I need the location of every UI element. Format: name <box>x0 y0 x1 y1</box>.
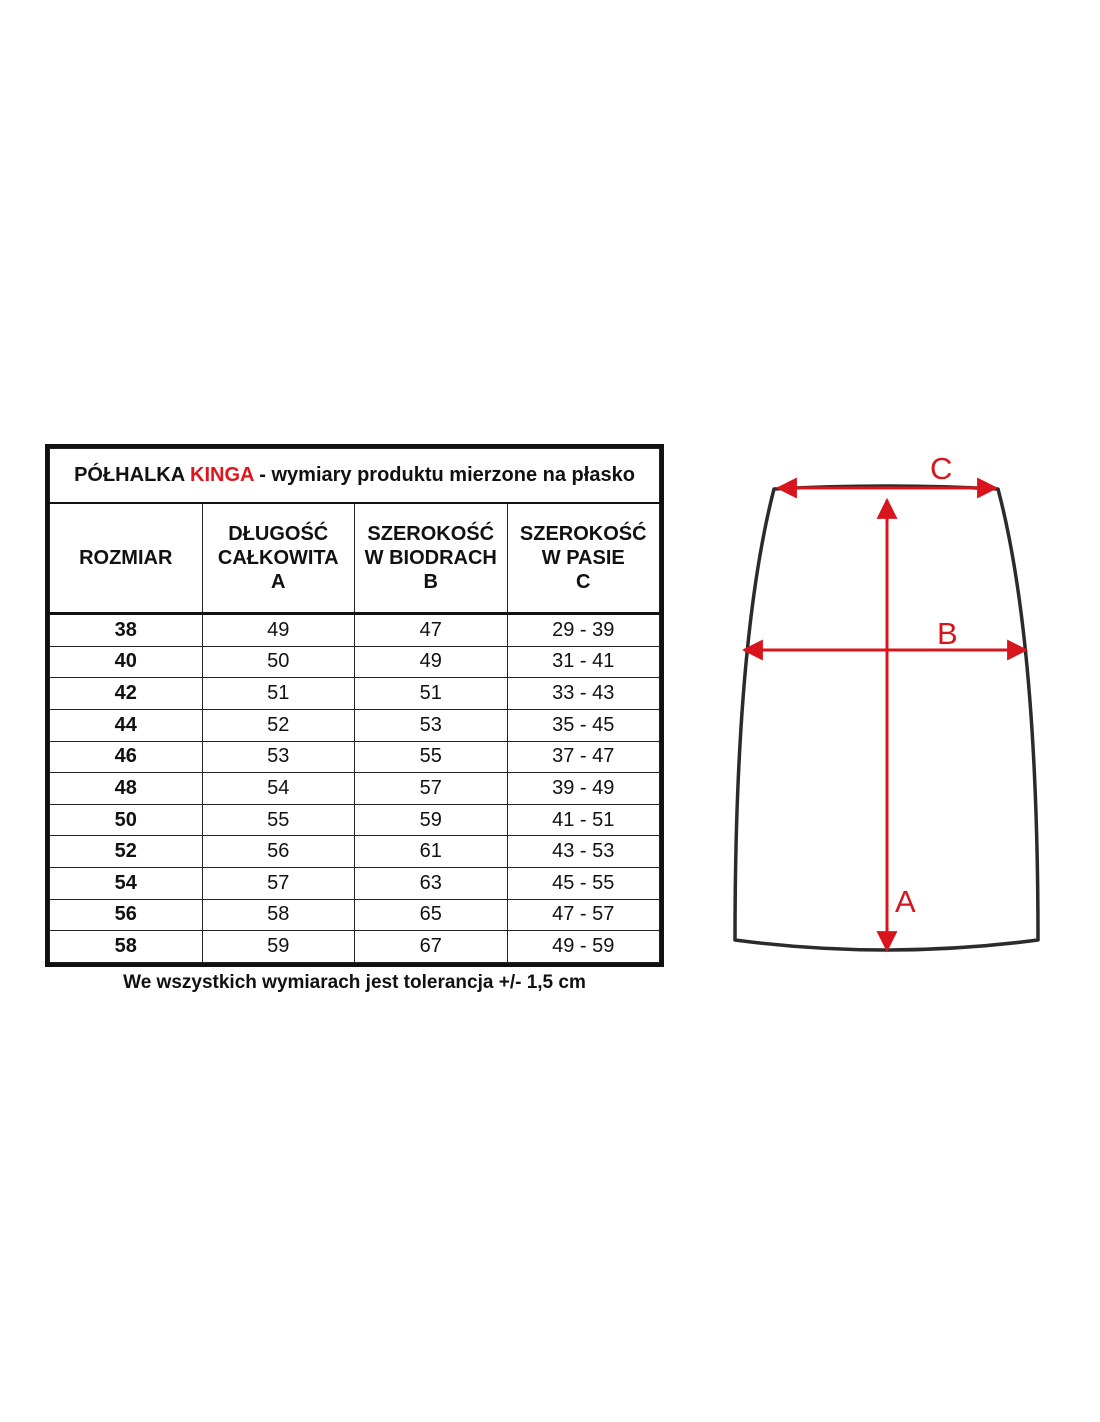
cell-size: 52 <box>50 836 203 868</box>
cell-waist: 41 - 51 <box>507 804 660 836</box>
table-row <box>50 899 660 931</box>
table-row <box>50 678 660 710</box>
cell-length: 52 <box>202 709 355 741</box>
cell-size: 48 <box>50 773 203 805</box>
title-prefix: PÓŁHALKA <box>74 464 185 486</box>
table-row <box>50 646 660 678</box>
header-length <box>202 503 355 614</box>
cell-length: 55 <box>202 804 355 836</box>
skirt-diagram <box>720 440 1060 980</box>
header-length-line-3: A <box>271 571 286 593</box>
cell-waist: 47 - 57 <box>507 899 660 931</box>
size-chart-table <box>45 444 664 967</box>
cell-hips: 65 <box>355 899 508 931</box>
cell-length: 53 <box>202 741 355 773</box>
header-hips <box>355 503 508 614</box>
cell-waist: 39 - 49 <box>507 773 660 805</box>
cell-waist: 43 - 53 <box>507 836 660 868</box>
table-row <box>50 773 660 805</box>
cell-size: 56 <box>50 899 203 931</box>
cell-length: 58 <box>202 899 355 931</box>
table-row <box>50 804 660 836</box>
cell-length: 51 <box>202 678 355 710</box>
header-hips-line-3: B <box>423 571 438 593</box>
header-size <box>50 503 203 614</box>
header-hips-line-2: W BIODRACH <box>364 547 497 569</box>
cell-size: 38 <box>50 614 203 647</box>
table-row <box>50 709 660 741</box>
cell-size: 42 <box>50 678 203 710</box>
header-length-line-1: DŁUGOŚĆ <box>228 523 329 545</box>
cell-hips: 55 <box>355 741 508 773</box>
cell-hips: 61 <box>355 836 508 868</box>
label-c: C <box>930 451 953 486</box>
header-waist-line-3: C <box>576 571 591 593</box>
cell-hips: 67 <box>355 931 508 963</box>
cell-hips: 51 <box>355 678 508 710</box>
cell-waist: 35 - 45 <box>507 709 660 741</box>
cell-waist: 33 - 43 <box>507 678 660 710</box>
cell-size: 54 <box>50 868 203 900</box>
cell-length: 57 <box>202 868 355 900</box>
table-row <box>50 931 660 963</box>
tolerance-note: We wszystkich wymiarach jest tolerancja +/- 1,5 cm <box>123 972 586 993</box>
table-row <box>50 836 660 868</box>
cell-length: 59 <box>202 931 355 963</box>
cell-hips: 53 <box>355 709 508 741</box>
header-waist-line-1: SZEROKOŚĆ <box>519 523 647 545</box>
header-hips-line-1: SZEROKOŚĆ <box>367 523 495 545</box>
cell-waist: 37 - 47 <box>507 741 660 773</box>
cell-length: 50 <box>202 646 355 678</box>
cell-hips: 59 <box>355 804 508 836</box>
cell-waist: 29 - 39 <box>507 614 660 647</box>
cell-length: 49 <box>202 614 355 647</box>
title-brand: KINGA <box>190 464 254 486</box>
cell-hips: 49 <box>355 646 508 678</box>
header-length-line-2: CAŁKOWITA <box>217 547 339 569</box>
cell-size: 50 <box>50 804 203 836</box>
table-row <box>50 741 660 773</box>
cell-size: 40 <box>50 646 203 678</box>
cell-waist: 45 - 55 <box>507 868 660 900</box>
cell-waist: 49 - 59 <box>507 931 660 963</box>
cell-hips: 63 <box>355 868 508 900</box>
cell-size: 46 <box>50 741 203 773</box>
cell-size: 44 <box>50 709 203 741</box>
cell-length: 56 <box>202 836 355 868</box>
header-waist <box>507 503 660 614</box>
cell-length: 54 <box>202 773 355 805</box>
cell-hips: 57 <box>355 773 508 805</box>
cell-size: 58 <box>50 931 203 963</box>
table-title <box>50 449 660 504</box>
title-suffix: - wymiary produktu mierzone na płasko <box>259 464 635 486</box>
table-row <box>50 614 660 647</box>
table-row <box>50 868 660 900</box>
header-waist-line-2: W PASIE <box>541 547 625 569</box>
cell-hips: 47 <box>355 614 508 647</box>
label-b: B <box>937 616 958 651</box>
header-size-label: ROZMIAR <box>79 547 173 569</box>
cell-waist: 31 - 41 <box>507 646 660 678</box>
label-a: A <box>895 884 916 919</box>
size-table <box>49 448 660 963</box>
table-body <box>50 614 660 963</box>
